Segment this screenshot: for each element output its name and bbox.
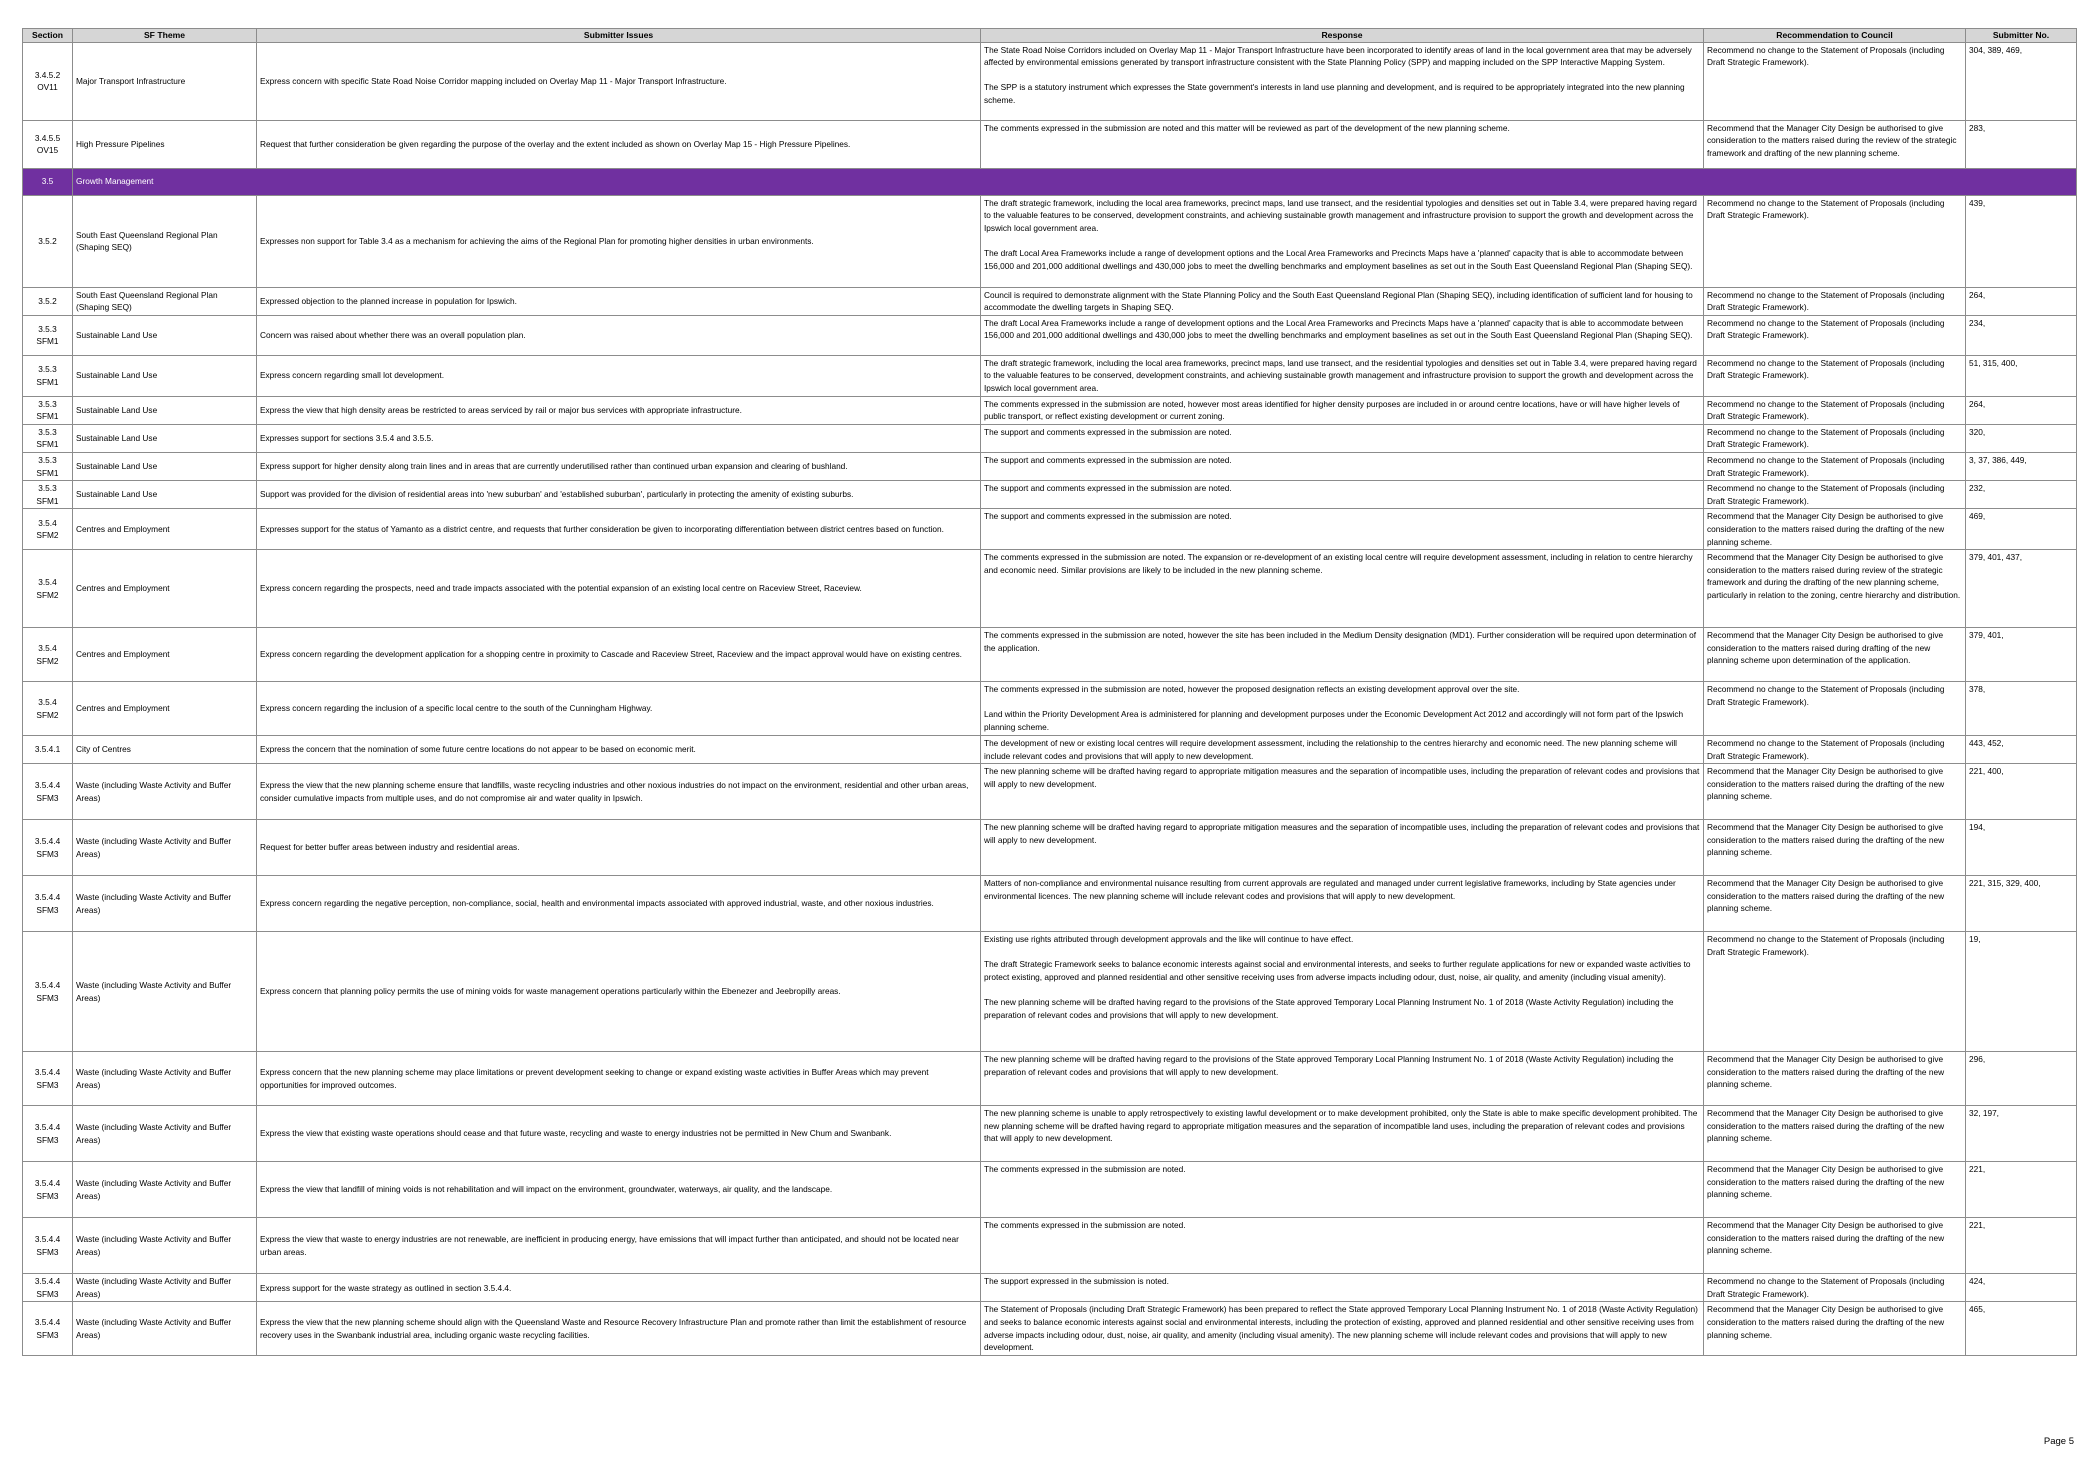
cell-issue: Request that further consideration be given regarding the purpose of the overlay and the extent included as shown on Overlay Map 15 - High Pressure Pipelines. [257, 120, 981, 168]
cell-issue: Express concern with specific State Road Noise Corridor mapping included on Overlay Map 11 - Major Transport Infrastructure. [257, 42, 981, 120]
cell-submitters: 264, [1966, 396, 2077, 424]
cell-response: The support expressed in the submission is noted. [981, 1274, 1704, 1302]
cell-submitters: 194, [1966, 820, 2077, 876]
cell-theme: Waste (including Waste Activity and Buffer Areas) [73, 1106, 257, 1162]
cell-recommendation: Recommend that the Manager City Design be authorised to give consideration to the matters raised during the drafting of the new planning scheme. [1704, 1052, 1966, 1106]
cell-section: 3.5.2 [23, 195, 73, 287]
table-row [23, 42, 2077, 120]
cell-issue: Express the concern that the nomination of some future centre locations do not appear to be based on economic merit. [257, 736, 981, 764]
cell-submitters: 379, 401, [1966, 628, 2077, 682]
cell-recommendation: Recommend that the Manager City Design be authorised to give consideration to the matters raised during the drafting of the new planning scheme. [1704, 1106, 1966, 1162]
cell-section: 3.5.4.4 SFM3 [23, 764, 73, 820]
cell-theme: Sustainable Land Use [73, 424, 257, 452]
cell-recommendation: Recommend that the Manager City Design be authorised to give consideration to the matters raised during the drafting of the new planning scheme. [1704, 1218, 1966, 1274]
cell-response: The comments expressed in the submission are noted. [981, 1218, 1704, 1274]
page-number: Page 5 [2043, 1436, 2074, 1447]
cell-section: 3.5.3 SFM1 [23, 452, 73, 480]
table-row [23, 682, 2077, 736]
cell-submitters: 32, 197, [1966, 1106, 2077, 1162]
cell-response: The support and comments expressed in the submission are noted. [981, 452, 1704, 480]
cell-submitters: 379, 401, 437, [1966, 550, 2077, 628]
table-row [23, 424, 2077, 452]
cell-theme: Waste (including Waste Activity and Buffer Areas) [73, 1218, 257, 1274]
table-row [23, 1218, 2077, 1274]
cell-theme: Sustainable Land Use [73, 481, 257, 509]
header-submitter: Submitter No. [1966, 29, 2077, 43]
cell-recommendation: Recommend no change to the Statement of Proposals (including Draft Strategic Framework). [1704, 736, 1966, 764]
header-issues: Submitter Issues [257, 29, 981, 43]
cell-recommendation: Recommend no change to the Statement of Proposals (including Draft Strategic Framework). [1704, 315, 1966, 355]
cell-recommendation: Recommend no change to the Statement of Proposals (including Draft Strategic Framework). [1704, 195, 1966, 287]
section-band-row [23, 168, 2077, 195]
cell-response: The comments expressed in the submission are noted and this matter will be reviewed as part of the development of the new planning scheme. [981, 120, 1704, 168]
cell-response: The new planning scheme will be drafted having regard to appropriate mitigation measures and the separation of incompatible uses, including the preparation of relevant codes and provisions that will apply to new development. [981, 820, 1704, 876]
table-row [23, 764, 2077, 820]
cell-issue: Express concern that the new planning scheme may place limitations or prevent development seeking to change or expand existing waste activities in Buffer Areas which may prevent opportunities for improved outcomes. [257, 1052, 981, 1106]
cell-recommendation: Recommend no change to the Statement of Proposals (including Draft Strategic Framework). [1704, 424, 1966, 452]
cell-recommendation: Recommend that the Manager City Design be authorised to give consideration to the matters raised during the drafting of the new planning scheme. [1704, 1162, 1966, 1218]
cell-section: 3.5.3 SFM1 [23, 481, 73, 509]
cell-response: The development of new or existing local centres will require development assessment, including the relationship to the centres hierarchy and economic need. The new planning scheme will include relevant codes and provisions that will apply to new development. [981, 736, 1704, 764]
table-row [23, 1274, 2077, 1302]
cell-section: 3.5.4.4 SFM3 [23, 820, 73, 876]
cell-issue: Expresses non support for Table 3.4 as a mechanism for achieving the aims of the Regional Plan for promoting higher densities in urban environments. [257, 195, 981, 287]
table-row [23, 195, 2077, 287]
cell-recommendation: Recommend that the Manager City Design be authorised to give consideration to the matters raised during the drafting of the new planning scheme. [1704, 820, 1966, 876]
cell-response: The draft strategic framework, including the local area frameworks, precinct maps, land use transect, and the residential typologies and densities set out in Table 3.4, were prepared having regard to the valuable features to be conserved, development constraints, and achieving sustainable growth management and infrastructure provision to support the growth and development across the Ipswich local government area. The draft Local Area Frameworks include a range of development options and the Local Area Frameworks and Precincts Maps have a 'planned' capacity that is able to accommodate between 156,000 and 201,000 additional dwellings and 430,000 jobs to meet the dwelling benchmarks and employment baselines as set out in the South East Queensland Regional Plan (Shaping SEQ). [981, 195, 1704, 287]
cell-issue: Express the view that the new planning scheme should align with the Queensland Waste and Resource Recovery Infrastructure Plan and promote rather than limit the establishment of resource recovery uses in the Swanbank industrial area, including organic waste recycling facilities. [257, 1302, 981, 1355]
cell-section: 3.5.4.4 SFM3 [23, 1302, 73, 1355]
cell-section: 3.5.4.1 [23, 736, 73, 764]
cell-issue: Express the view that the new planning scheme ensure that landfills, waste recycling industries and other noxious industries do not impact on the environment, residential and other urban areas, consider cumulative impacts from multiple uses, and do not compromise air and water quality in Ipswich. [257, 764, 981, 820]
table-row [23, 452, 2077, 480]
table-row [23, 932, 2077, 1052]
cell-theme: Centres and Employment [73, 509, 257, 550]
cell-recommendation: Recommend no change to the Statement of Proposals (including Draft Strategic Framework). [1704, 1274, 1966, 1302]
cell-recommendation: Recommend that the Manager City Design be authorised to give consideration to the matters raised during the drafting of the new planning scheme. [1704, 876, 1966, 932]
table-row [23, 509, 2077, 550]
table-row [23, 628, 2077, 682]
cell-theme: Centres and Employment [73, 682, 257, 736]
cell-theme: Sustainable Land Use [73, 355, 257, 396]
cell-section: 3.5.4 SFM2 [23, 509, 73, 550]
cell-issue: Express concern regarding the inclusion of a specific local centre to the south of the Cunningham Highway. [257, 682, 981, 736]
cell-response: The support and comments expressed in the submission are noted. [981, 509, 1704, 550]
cell-theme: Major Transport Infrastructure [73, 42, 257, 120]
cell-response: Existing use rights attributed through development approvals and the like will continue to have effect. The draft Strategic Framework seeks to balance economic interests against social and environmental interests, and seeks to further regulate applications for new or expanded waste activities to protect existing, approved and planned residential and other sensitive receiving uses from adverse impacts including odour, dust, noise, air quality, and amenity (including visual amenity). The new planning scheme will be drafted having regard to the provisions of the State approved Temporary Local Planning Instrument No. 1 of 2018 (Waste Activity Regulation) including the preparation of relevant codes and provisions that will apply to new development. [981, 932, 1704, 1052]
cell-recommendation: Recommend that the Manager City Design be authorised to give consideration to the matters raised during the drafting of the new planning scheme. [1704, 509, 1966, 550]
header-recommendation: Recommendation to Council [1704, 29, 1966, 43]
cell-response: Council is required to demonstrate alignment with the State Planning Policy and the South East Queensland Regional Plan (Shaping SEQ), including identification of sufficient land for housing to accommodate the dwelling targets in Shaping SEQ. [981, 287, 1704, 315]
cell-response: The support and comments expressed in the submission are noted. [981, 424, 1704, 452]
submissions-table [22, 28, 2077, 1356]
cell-theme: Sustainable Land Use [73, 396, 257, 424]
cell-theme: South East Queensland Regional Plan (Shaping SEQ) [73, 287, 257, 315]
table-row [23, 1302, 2077, 1355]
cell-section: 3.4.5.5 OV15 [23, 120, 73, 168]
cell-issue: Expressed objection to the planned increase in population for Ipswich. [257, 287, 981, 315]
cell-section: 3.5.4.4 SFM3 [23, 1162, 73, 1218]
cell-section: 3.5.2 [23, 287, 73, 315]
cell-response: The comments expressed in the submission are noted, however the proposed designation reflects an existing development approval over the site. Land within the Priority Development Area is administered for planning and development purposes under the Economic Development Act 2012 and accordingly will not form part of the Ipswich planning scheme. [981, 682, 1704, 736]
header-section: Section [23, 29, 73, 43]
cell-response: The new planning scheme will be drafted having regard to the provisions of the State approved Temporary Local Planning Instrument No. 1 of 2018 (Waste Activity Regulation) including the preparation of relevant codes and provisions that will apply to new development. [981, 1052, 1704, 1106]
cell-issue: Expresses support for sections 3.5.4 and 3.5.5. [257, 424, 981, 452]
cell-theme: Sustainable Land Use [73, 315, 257, 355]
cell-issue: Express support for the waste strategy as outlined in section 3.5.4.4. [257, 1274, 981, 1302]
cell-section: 3.5.4.4 SFM3 [23, 1106, 73, 1162]
cell-section: 3.5.3 SFM1 [23, 355, 73, 396]
cell-submitters: 221, 400, [1966, 764, 2077, 820]
section-band-title: Growth Management [73, 168, 2077, 195]
cell-issue: Express the view that waste to energy industries are not renewable, are inefficient in producing energy, have emissions that will impact further than anticipated, and should not be located near urban areas. [257, 1218, 981, 1274]
cell-response: The comments expressed in the submission are noted, however the site has been included in the Medium Density designation (MD1). Further consideration will be required upon determination of the application. [981, 628, 1704, 682]
cell-response: The comments expressed in the submission are noted. [981, 1162, 1704, 1218]
table-body [23, 42, 2077, 1355]
cell-submitters: 283, [1966, 120, 2077, 168]
cell-issue: Express concern regarding the development application for a shopping centre in proximity to Cascade and Raceview Street, Raceview and the impact approval would have on existing centres. [257, 628, 981, 682]
cell-theme: Waste (including Waste Activity and Buffer Areas) [73, 932, 257, 1052]
cell-response: The new planning scheme is unable to apply retrospectively to existing lawful development or to make development prohibited, only the State is able to make specific development prohibited. The new planning scheme will be drafted having regard to appropriate mitigation measures and the separation of incompatible land uses, including the preparation of relevant codes and provisions that will apply to new development. [981, 1106, 1704, 1162]
cell-submitters: 443, 452, [1966, 736, 2077, 764]
cell-issue: Express the view that landfill of mining voids is not rehabilitation and will impact on the environment, groundwater, waterways, air quality, and the landscape. [257, 1162, 981, 1218]
cell-submitters: 378, [1966, 682, 2077, 736]
cell-recommendation: Recommend that the Manager City Design be authorised to give consideration to the matters raised during review of the strategic framework and during the drafting of the new planning scheme, particularly in relation to the zoning, centre hierarchy and distribution. [1704, 550, 1966, 628]
table-row [23, 550, 2077, 628]
cell-submitters: 221, 315, 329, 400, [1966, 876, 2077, 932]
cell-theme: Waste (including Waste Activity and Buffer Areas) [73, 820, 257, 876]
cell-submitters: 296, [1966, 1052, 2077, 1106]
cell-submitters: 221, [1966, 1218, 2077, 1274]
cell-response: Matters of non-compliance and environmental nuisance resulting from current approvals are regulated and managed under current legislative frameworks, including by State agencies under environmental licences. The new planning scheme will include relevant codes and provisions that will apply to new development. [981, 876, 1704, 932]
cell-theme: Sustainable Land Use [73, 452, 257, 480]
table-row [23, 736, 2077, 764]
header-row [23, 29, 2077, 43]
table-row [23, 481, 2077, 509]
cell-issue: Request for better buffer areas between industry and residential areas. [257, 820, 981, 876]
table-row [23, 876, 2077, 932]
cell-response: The Statement of Proposals (including Draft Strategic Framework) has been prepared to reflect the State approved Temporary Local Planning Instrument No. 1 of 2018 (Waste Activity Regulation) and seeks to balance economic interests against social and environmental interests, including the protection of existing, approved and planned residential and other sensitive receiving uses from adverse impacts including odour, dust, noise, air quality, and amenity (including visual amenity). The new planning scheme will include relevant codes and provisions that will apply to new development. [981, 1302, 1704, 1355]
cell-issue: Express support for higher density along train lines and in areas that are currently underutilised rather than continued urban expansion and clearing of bushland. [257, 452, 981, 480]
header-theme: SF Theme [73, 29, 257, 43]
cell-theme: Centres and Employment [73, 628, 257, 682]
cell-issue: Express the view that existing waste operations should cease and that future waste, recycling and waste to energy industries not be permitted in New Chum and Swanbank. [257, 1106, 981, 1162]
cell-response: The new planning scheme will be drafted having regard to appropriate mitigation measures and the separation of incompatible uses, including the preparation of relevant codes and provisions that will apply to new development. [981, 764, 1704, 820]
section-band-number: 3.5 [23, 168, 73, 195]
cell-submitters: 3, 37, 386, 449, [1966, 452, 2077, 480]
cell-submitters: 320, [1966, 424, 2077, 452]
header-response: Response [981, 29, 1704, 43]
cell-recommendation: Recommend no change to the Statement of Proposals (including Draft Strategic Framework). [1704, 682, 1966, 736]
cell-theme: South East Queensland Regional Plan (Shaping SEQ) [73, 195, 257, 287]
cell-section: 3.5.4.4 SFM3 [23, 1052, 73, 1106]
cell-theme: Waste (including Waste Activity and Buffer Areas) [73, 1274, 257, 1302]
cell-response: The draft Local Area Frameworks include a range of development options and the Local Area Frameworks and Precincts Maps have a 'planned' capacity that is able to accommodate between 156,000 and 201,000 additional dwellings and 430,000 jobs to meet the dwelling benchmarks and employment baselines as set out in the South East Queensland Regional Plan (Shaping SEQ). [981, 315, 1704, 355]
cell-theme: City of Centres [73, 736, 257, 764]
cell-submitters: 424, [1966, 1274, 2077, 1302]
cell-submitters: 234, [1966, 315, 2077, 355]
cell-submitters: 264, [1966, 287, 2077, 315]
cell-section: 3.5.4.4 SFM3 [23, 1274, 73, 1302]
cell-issue: Express concern regarding the prospects, need and trade impacts associated with the potential expansion of an existing local centre on Raceview Street, Raceview. [257, 550, 981, 628]
cell-theme: Waste (including Waste Activity and Buffer Areas) [73, 876, 257, 932]
cell-issue: Expresses support for the status of Yamanto as a district centre, and requests that further consideration be given to incorporating differentiation between district centres based on function. [257, 509, 981, 550]
cell-recommendation: Recommend that the Manager City Design be authorised to give consideration to the matters raised during the drafting of the new planning scheme. [1704, 764, 1966, 820]
cell-section: 3.5.3 SFM1 [23, 315, 73, 355]
cell-issue: Concern was raised about whether there was an overall population plan. [257, 315, 981, 355]
cell-issue: Express concern regarding the negative perception, non-compliance, social, health and environmental impacts associated with approved industrial, waste, and other noxious industries. [257, 876, 981, 932]
cell-recommendation: Recommend that the Manager City Design be authorised to give consideration to the matters raised during the review of the strategic framework and drafting of the new planning scheme. [1704, 120, 1966, 168]
cell-recommendation: Recommend no change to the Statement of Proposals (including Draft Strategic Framework). [1704, 932, 1966, 1052]
cell-section: 3.5.4 SFM2 [23, 682, 73, 736]
table-row [23, 1162, 2077, 1218]
cell-section: 3.5.3 SFM1 [23, 424, 73, 452]
cell-theme: Waste (including Waste Activity and Buffer Areas) [73, 764, 257, 820]
cell-submitters: 232, [1966, 481, 2077, 509]
cell-section: 3.5.4.4 SFM3 [23, 876, 73, 932]
cell-submitters: 469, [1966, 509, 2077, 550]
cell-submitters: 19, [1966, 932, 2077, 1052]
table-row [23, 355, 2077, 396]
cell-recommendation: Recommend that the Manager City Design be authorised to give consideration to the matters raised during drafting of the new planning scheme upon determination of the application. [1704, 628, 1966, 682]
cell-submitters: 51, 315, 400, [1966, 355, 2077, 396]
table-row [23, 315, 2077, 355]
cell-recommendation: Recommend no change to the Statement of Proposals (including Draft Strategic Framework). [1704, 396, 1966, 424]
cell-recommendation: Recommend no change to the Statement of Proposals (including Draft Strategic Framework). [1704, 287, 1966, 315]
cell-recommendation: Recommend no change to the Statement of Proposals (including Draft Strategic Framework). [1704, 481, 1966, 509]
cell-section: 3.5.3 SFM1 [23, 396, 73, 424]
cell-theme: Centres and Employment [73, 550, 257, 628]
cell-response: The State Road Noise Corridors included on Overlay Map 11 - Major Transport Infrastructure have been incorporated to identify areas of land in the local government area that may be adversely affected by environmental emissions generated by transport infrastructure consistent with the State Planning Policy (SPP) and mapping included on the SPP Interactive Mapping System. The SPP is a statutory instrument which expresses the State government's interests in land use planning and development, and is required to be appropriately integrated into the new planning scheme. [981, 42, 1704, 120]
cell-issue: Express concern that planning policy permits the use of mining voids for waste management operations particularly within the Ebenezer and Jeebropilly areas. [257, 932, 981, 1052]
cell-recommendation: Recommend no change to the Statement of Proposals (including Draft Strategic Framework). [1704, 452, 1966, 480]
cell-response: The draft strategic framework, including the local area frameworks, precinct maps, land use transect, and the residential typologies and densities set out in Table 3.4, were prepared having regard to the valuable features to be conserved, development constraints, and achieving sustainable growth management and infrastructure provision to support the growth and development across the Ipswich local government area. [981, 355, 1704, 396]
cell-theme: Waste (including Waste Activity and Buffer Areas) [73, 1052, 257, 1106]
table-row [23, 287, 2077, 315]
table-row [23, 396, 2077, 424]
cell-response: The support and comments expressed in the submission are noted. [981, 481, 1704, 509]
table-row [23, 1106, 2077, 1162]
cell-recommendation: Recommend that the Manager City Design be authorised to give consideration to the matters raised during the drafting of the new planning scheme. [1704, 1302, 1966, 1355]
cell-submitters: 221, [1966, 1162, 2077, 1218]
cell-section: 3.5.4 SFM2 [23, 628, 73, 682]
table-row [23, 820, 2077, 876]
cell-submitters: 465, [1966, 1302, 2077, 1355]
cell-issue: Express concern regarding small lot development. [257, 355, 981, 396]
table-row [23, 120, 2077, 168]
cell-section: 3.5.4 SFM2 [23, 550, 73, 628]
cell-issue: Support was provided for the division of residential areas into 'new suburban' and 'established suburban', particularly in protecting the amenity of existing suburbs. [257, 481, 981, 509]
cell-submitters: 304, 389, 469, [1966, 42, 2077, 120]
cell-theme: Waste (including Waste Activity and Buffer Areas) [73, 1302, 257, 1355]
cell-response: The comments expressed in the submission are noted. The expansion or re-development of an existing local centre will require development assessment, including in relation to centre hierarchy and economic need. Similar provisions are likely to be included in the new planning scheme. [981, 550, 1704, 628]
cell-issue: Express the view that high density areas be restricted to areas serviced by rail or major bus services with appropriate infrastructure. [257, 396, 981, 424]
cell-section: 3.5.4.4 SFM3 [23, 1218, 73, 1274]
cell-response: The comments expressed in the submission are noted, however most areas identified for higher density purposes are included in or around centre locations, have or will have higher levels of public transport, or reflect existing development or current zoning. [981, 396, 1704, 424]
cell-theme: Waste (including Waste Activity and Buffer Areas) [73, 1162, 257, 1218]
cell-recommendation: Recommend no change to the Statement of Proposals (including Draft Strategic Framework). [1704, 355, 1966, 396]
cell-submitters: 439, [1966, 195, 2077, 287]
cell-section: 3.4.5.2 OV11 [23, 42, 73, 120]
cell-theme: High Pressure Pipelines [73, 120, 257, 168]
table-row [23, 1052, 2077, 1106]
cell-recommendation: Recommend no change to the Statement of Proposals (including Draft Strategic Framework). [1704, 42, 1966, 120]
cell-section: 3.5.4.4 SFM3 [23, 932, 73, 1052]
